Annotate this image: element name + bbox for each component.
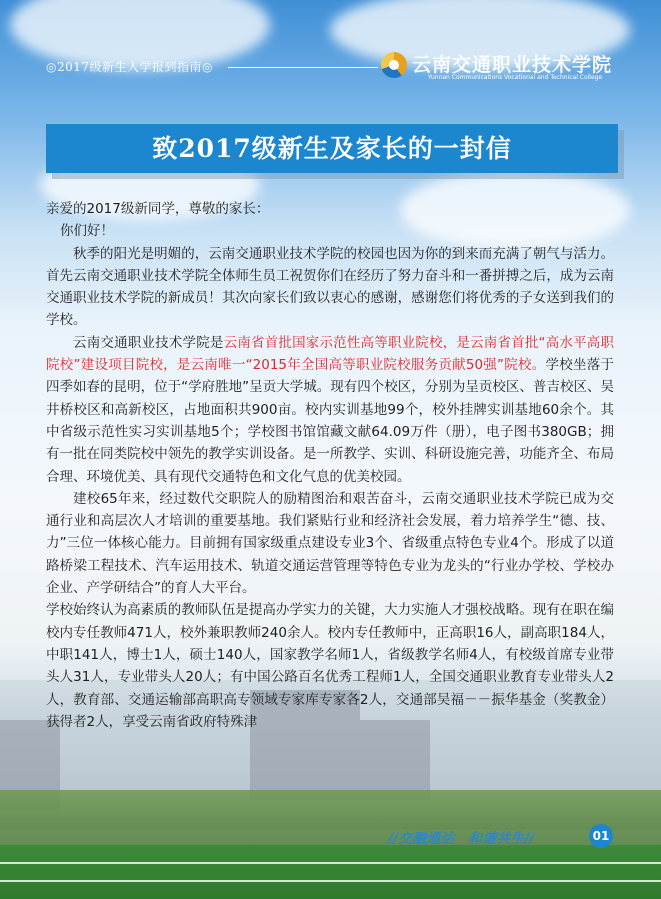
paragraph-4: 学校始终认为高素质的教师队伍是提高办学实力的关键，大力实施人才强校战略。现有在职在编校内专任教师471人，校外兼职教师240余人。校内专任教师中，正高职16人，副高职184人，中职141人，博士1人，硕士140人，国家教学名师1人，省级教学名师4人，有校级首席专业带头人31人，专业带头人20人；有中国公路百名优秀工程师1人，全国交通职业教育专业带头人2人，教育部、交通运输部高职高专领域专家库专家各2人，交通部吴福－－振华基金（奖教金）获得者2人，享受云南省政府特殊津 [46,602,614,730]
greeting: 你们好！ [60,223,114,240]
paragraph-1: 秋季的阳光是明媚的，云南交通职业技术学院的校园也因为你的到来而充满了朝气与活力。首先云南交通职业技术学院全体师生员工祝贺你们在经历了努力奋斗和一番拼搏之后，成为云南交通职业技术学院的新成员！其次向家长们致以衷心的感谢，感谢您们将优秀的子女送到我们的学校。 [46,245,614,329]
slogan: //交融通达 和谐共生// [388,831,535,847]
title-banner [46,124,618,173]
field-line [0,862,661,864]
paragraph-2-rest: 学校坐落于四季如春的昆明，位于“学府胜地”呈贡大学城。现有四个校区，分别为呈贡校区、普吉校区、吴井桥校区和高新校区，占地面积共900亩。校内实训基地99个，校外挂牌实训基地60余个。其中省级示范性实习实训基地5个；学校图书馆馆藏文献64.09万件（册），电子图书380GB；拥有一批在同类院校中领先的教学实训设备。是一所教学、实训、科研设施完善，功能齐全、布局合理、环境优美、具有现代交通特色和文化气息的优美校园。 [46,357,615,485]
paragraph-2 [46,332,614,488]
paragraph-2-lead: 云南交通职业技术学院是 [73,334,224,351]
paragraph-2-highlight: 云南省首批国家示范性高等职业院校，是云南省首批“高水平高职院校”建设项目院校，是云南唯一“2015年全国高等职业院校服务贡献50强”院校。 [46,334,615,374]
salutation: 亲爱的2017级新同学，尊敬的家长： [46,201,270,217]
sports-field [0,845,661,899]
school-name-en: Yunnan Communications Vocational and Technical College [428,74,603,81]
school-name-cn: 云南交通职业技术学院 [412,54,613,76]
header-divider [228,67,378,68]
tree-line [0,790,661,850]
letter-body [46,198,614,733]
paragraph-3: 建校65年来，经过数代交职院人的励精图治和艰苦奋斗，云南交通职业技术学院已成为交通行业和高层次人才培训的重要基地。我们紧贴行业和经济社会发展，着力培养学生“德、技、力”三位一体核心能力。目前拥有国家级重点建设专业3个、省级重点特色专业4个。形成了以道路桥梁工程技术、汽车运用技术、轨道交通运营管理等特色专业为龙头的“行业办学校、学校办企业、产学研结合”的育人大平台。 [46,490,614,597]
school-logo-icon [381,52,407,78]
guide-label: ◎2017级新生入学报到指南◎ [46,60,213,74]
field-line [0,880,661,882]
page-number: 01 [589,824,613,848]
page-title: 致2017级新生及家长的一封信 [152,134,512,163]
